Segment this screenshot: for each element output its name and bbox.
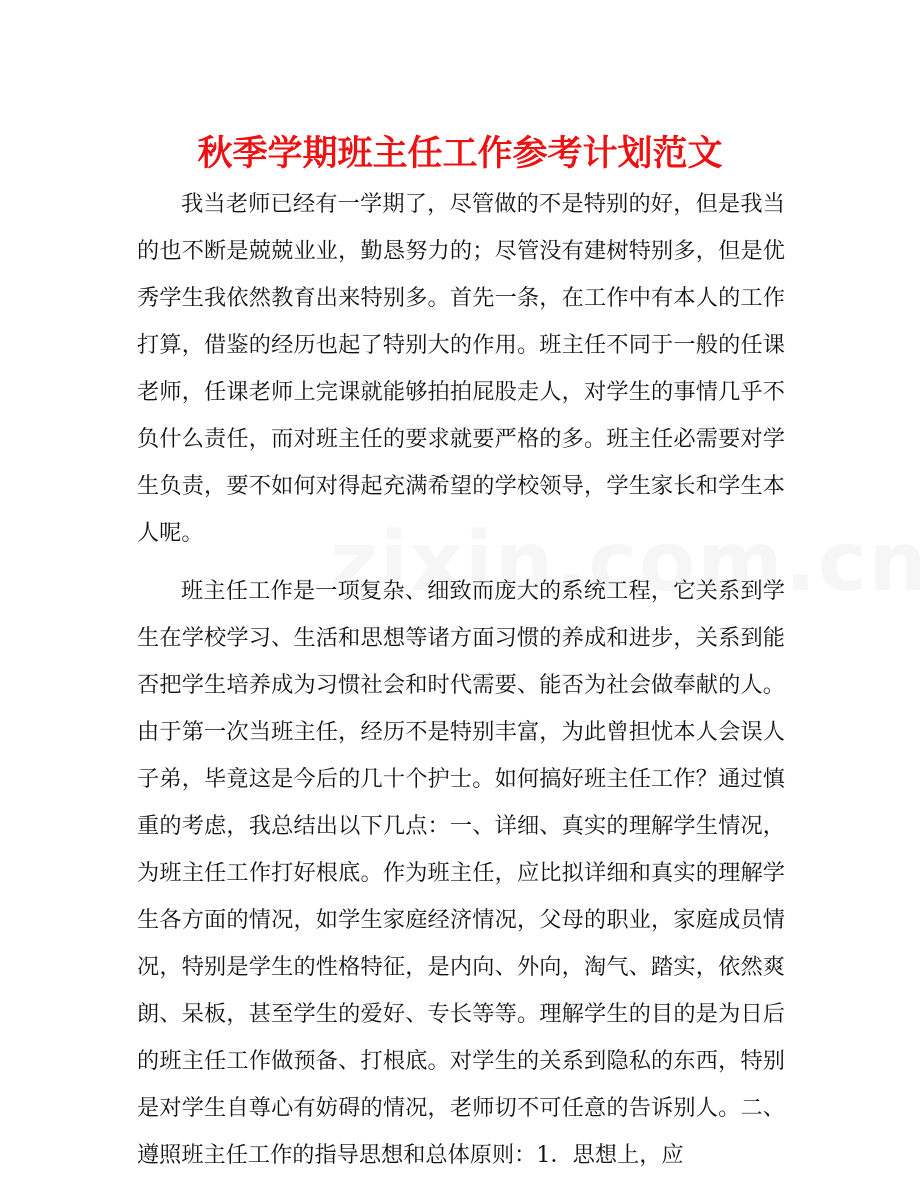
paragraph-1: 我当老师已经有一学期了，尽管做的不是特别的好，但是我当的也不断是兢兢业业，勤恳努力的；尽管没有建树特别多，但是优秀学生我依然教育出来特别多。首先一条，在工作中有本人的工作打算，借鉴的经历也起了特别大的作用。班主任不同于一般的任课老师，任课老师上完课就能够拍拍屁股走人，对学生的事情几乎不负什么责任，而对班主任的要求就要严格的多。班主任必需要对学生负责，要不如何对得起充满希望的学校领导，学生家长和学生本人呢。 [137, 191, 785, 546]
document-title: 秋季学期班主任工作参考计划范文 [197, 133, 723, 174]
document-body [137, 181, 785, 1190]
paragraph-2: 班主任工作是一项复杂、细致而庞大的系统工程，它关系到学生在学校学习、生活和思想等诸方面习惯的养成和进步，关系到能否把学生培养成为习惯社会和时代需要、能否为社会做奉献的人。由于第一次当班主任，经历不是特别丰富，为此曾担忧本人会误人子弟，毕竟这是今后的几十个护士。如何搞好班主任工作？通过慎重的考虑，我总结出以下几点：一、详细、真实的理解学生情况，为班主任工作打好根底。作为班主任，应比拟详细和真实的理解学生各方面的情况，如学生家庭经济情况，父母的职业，家庭成员情况，特别是学生的性格特征，是内向、外向，淘气、踏实，依然爽朗、呆板，甚至学生的爱好、专长等等。理解学生的目的是为日后的班主任工作做预备、打根底。对学生的关系到隐私的东西，特别是对学生自尊心有妨碍的情况，老师切不可任意的告诉别人。二、遵照班主任工作的指导思想和总体原则：1．思想上，应 [137, 578, 785, 1168]
